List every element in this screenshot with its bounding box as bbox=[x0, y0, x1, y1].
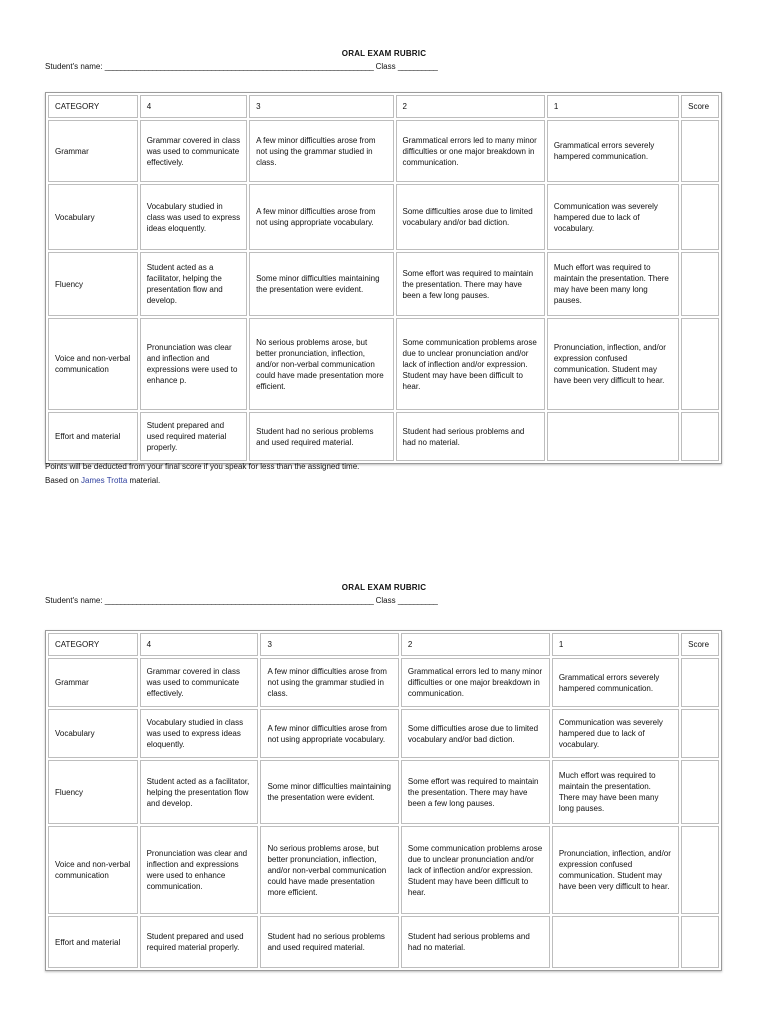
level-4-cell: Grammar covered in class was used to communicate effectively. bbox=[140, 120, 247, 182]
header-2: 2 bbox=[396, 95, 545, 118]
student-name-label: Student's name: bbox=[45, 62, 103, 71]
category-cell: Grammar bbox=[48, 120, 138, 182]
table-row bbox=[48, 658, 719, 707]
score-cell[interactable] bbox=[681, 252, 719, 316]
source-suffix: material. bbox=[129, 476, 161, 485]
student-name-line bbox=[45, 594, 768, 608]
rubric-notes bbox=[45, 460, 359, 488]
category-cell: Grammar bbox=[48, 658, 138, 707]
level-4-cell: Vocabulary studied in class was used to express ideas eloquently. bbox=[140, 709, 259, 758]
category-cell: Vocabulary bbox=[48, 184, 138, 250]
header-4: 4 bbox=[140, 633, 259, 656]
score-cell[interactable] bbox=[681, 916, 719, 968]
level-3-cell: Some minor difficulties maintaining the presentation were evident. bbox=[260, 760, 398, 824]
level-3-cell: A few minor difficulties arose from not using appropriate vocabulary. bbox=[260, 709, 398, 758]
header-1: 1 bbox=[552, 633, 679, 656]
level-4-cell: Student acted as a facilitator, helping the presentation flow and develop. bbox=[140, 252, 247, 316]
level-2-cell: Grammatical errors led to many minor difficulties or one major breakdown in communication. bbox=[401, 658, 550, 707]
table-row bbox=[48, 120, 719, 182]
student-name-line bbox=[45, 60, 768, 74]
level-4-cell: Pronunciation was clear and inflection and expressions were used to enhance communication. bbox=[140, 826, 259, 914]
level-3-cell: Student had no serious problems and used required material. bbox=[260, 916, 398, 968]
student-name-blank: ____________________________________________________________________ bbox=[104, 62, 374, 71]
student-name-label: Student's name: bbox=[45, 596, 103, 605]
header-row bbox=[48, 95, 719, 118]
score-cell[interactable] bbox=[681, 184, 719, 250]
level-4-cell: Student acted as a facilitator, helping the presentation flow and develop. bbox=[140, 760, 259, 824]
category-cell: Voice and non-verbal communication bbox=[48, 826, 138, 914]
table-row bbox=[48, 412, 719, 461]
table-row bbox=[48, 184, 719, 250]
header-3: 3 bbox=[249, 95, 393, 118]
table-row bbox=[48, 826, 719, 914]
source-prefix: Based on bbox=[45, 476, 79, 485]
header-score: Score bbox=[681, 633, 719, 656]
student-name-blank: ____________________________________________________________________ bbox=[104, 596, 374, 605]
header-category: CATEGORY bbox=[48, 633, 138, 656]
category-cell: Voice and non-verbal communication bbox=[48, 318, 138, 410]
header-row bbox=[48, 633, 719, 656]
deduction-note: Points will be deducted from your final score if you speak for less than the assigned time. bbox=[45, 462, 360, 471]
table-row bbox=[48, 916, 719, 968]
level-2-cell: Some difficulties arose due to limited vocabulary and/or bad diction. bbox=[401, 709, 550, 758]
rubric-sheet-1 bbox=[0, 48, 768, 485]
header-2: 2 bbox=[401, 633, 550, 656]
level-1-cell: Grammatical errors severely hampered communication. bbox=[547, 120, 679, 182]
level-2-cell: Some communication problems arose due to unclear pronunciation and/or lack of inflection and/or expression. Student may have been difficult to hear. bbox=[396, 318, 545, 410]
level-2-cell: Some effort was required to maintain the presentation. There may have been a few long pauses. bbox=[396, 252, 545, 316]
level-2-cell: Some effort was required to maintain the presentation. There may have been a few long pauses. bbox=[401, 760, 550, 824]
category-cell: Vocabulary bbox=[48, 709, 138, 758]
level-4-cell: Vocabulary studied in class was used to express ideas eloquently. bbox=[140, 184, 247, 250]
level-3-cell: Student had no serious problems and used required material. bbox=[249, 412, 393, 461]
level-1-cell: Communication was severely hampered due to lack of vocabulary. bbox=[552, 709, 679, 758]
rubric-table bbox=[45, 630, 722, 971]
level-3-cell: No serious problems arose, but better pronunciation, inflection, and/or non-verbal communication could have made presentation more efficient. bbox=[260, 826, 398, 914]
header-4: 4 bbox=[140, 95, 247, 118]
score-cell[interactable] bbox=[681, 826, 719, 914]
category-cell: Fluency bbox=[48, 252, 138, 316]
level-1-cell: Pronunciation, inflection, and/or expression confused communication. Student may have been very difficult to hear. bbox=[547, 318, 679, 410]
level-1-cell: Much effort was required to maintain the presentation. There may have been many long pauses. bbox=[547, 252, 679, 316]
source-author-link[interactable]: James Trotta bbox=[81, 476, 128, 485]
table-row bbox=[48, 709, 719, 758]
table-row bbox=[48, 760, 719, 824]
level-1-cell bbox=[547, 412, 679, 461]
level-1-cell: Much effort was required to maintain the presentation. There may have been many long pauses. bbox=[552, 760, 679, 824]
header-score: Score bbox=[681, 95, 719, 118]
header-3: 3 bbox=[260, 633, 398, 656]
level-2-cell: Student had serious problems and had no material. bbox=[401, 916, 550, 968]
class-label: Class bbox=[375, 62, 396, 71]
level-2-cell: Some difficulties arose due to limited vocabulary and/or bad diction. bbox=[396, 184, 545, 250]
level-1-cell bbox=[552, 916, 679, 968]
level-4-cell: Student prepared and used required material properly. bbox=[140, 916, 259, 968]
score-cell[interactable] bbox=[681, 658, 719, 707]
rubric-sheet-2 bbox=[0, 582, 768, 952]
level-4-cell: Student prepared and used required material properly. bbox=[140, 412, 247, 461]
class-blank: __________ bbox=[397, 62, 438, 71]
source-note bbox=[45, 474, 359, 488]
level-3-cell: A few minor difficulties arose from not using appropriate vocabulary. bbox=[249, 184, 393, 250]
level-1-cell: Pronunciation, inflection, and/or expression confused communication. Student may have been very difficult to hear. bbox=[552, 826, 679, 914]
level-4-cell: Grammar covered in class was used to communicate effectively. bbox=[140, 658, 259, 707]
rubric-table bbox=[45, 92, 722, 464]
header-category: CATEGORY bbox=[48, 95, 138, 118]
rubric-title: ORAL EXAM RUBRIC bbox=[341, 583, 427, 592]
level-2-cell: Grammatical errors led to many minor difficulties or one major breakdown in communication. bbox=[396, 120, 545, 182]
category-cell: Fluency bbox=[48, 760, 138, 824]
category-cell: Effort and material bbox=[48, 412, 138, 461]
class-label: Class bbox=[375, 596, 396, 605]
score-cell[interactable] bbox=[681, 760, 719, 824]
score-cell[interactable] bbox=[681, 412, 719, 461]
score-cell[interactable] bbox=[681, 709, 719, 758]
score-cell[interactable] bbox=[681, 120, 719, 182]
score-cell[interactable] bbox=[681, 318, 719, 410]
table-row bbox=[48, 318, 719, 410]
category-cell: Effort and material bbox=[48, 916, 138, 968]
level-2-cell: Student had serious problems and had no material. bbox=[396, 412, 545, 461]
level-3-cell: A few minor difficulties arose from not using the grammar studied in class. bbox=[260, 658, 398, 707]
level-3-cell: Some minor difficulties maintaining the presentation were evident. bbox=[249, 252, 393, 316]
level-2-cell: Some communication problems arose due to unclear pronunciation and/or lack of inflection and/or expression. Student may have been difficult to hear. bbox=[401, 826, 550, 914]
level-3-cell: A few minor difficulties arose from not using the grammar studied in class. bbox=[249, 120, 393, 182]
class-blank: __________ bbox=[397, 596, 438, 605]
level-1-cell: Grammatical errors severely hampered communication. bbox=[552, 658, 679, 707]
level-3-cell: No serious problems arose, but better pronunciation, inflection, and/or non-verbal communication could have made presentation more efficient. bbox=[249, 318, 393, 410]
rubric-title: ORAL EXAM RUBRIC bbox=[341, 49, 427, 58]
header-1: 1 bbox=[547, 95, 679, 118]
level-4-cell: Pronunciation was clear and inflection and expressions were used to enhance p. bbox=[140, 318, 247, 410]
table-row bbox=[48, 252, 719, 316]
level-1-cell: Communication was severely hampered due to lack of vocabulary. bbox=[547, 184, 679, 250]
